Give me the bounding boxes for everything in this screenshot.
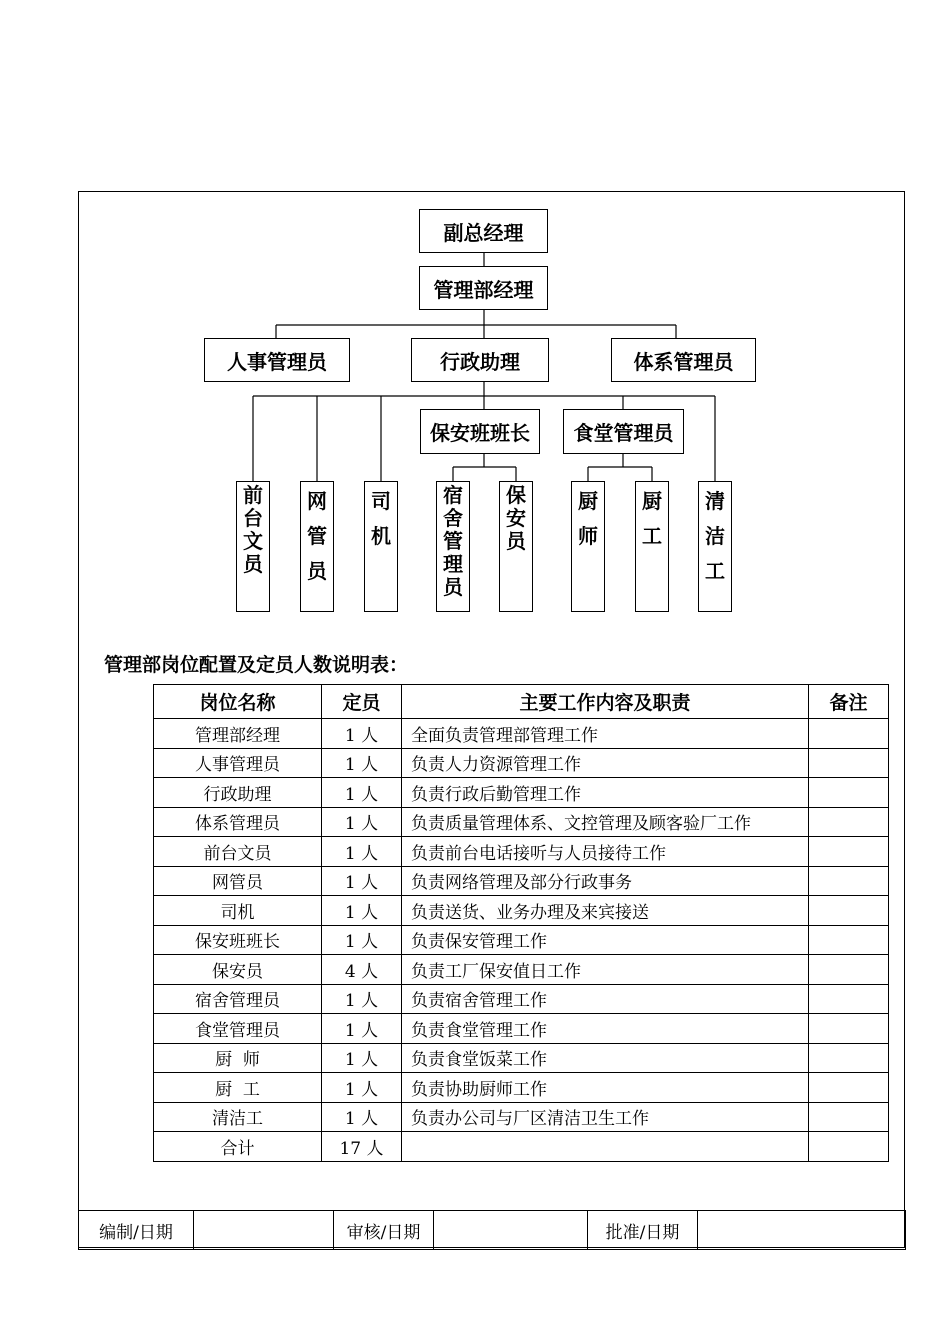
cell-duty: 负责食堂饭菜工作 bbox=[402, 1043, 809, 1073]
table-row bbox=[154, 719, 889, 749]
org-node-driver: 司机 bbox=[364, 481, 398, 612]
cell-count: 1 人 bbox=[322, 807, 402, 837]
cell-post: 食堂管理员 bbox=[154, 1014, 322, 1044]
reviewed-label: 审核/日期 bbox=[334, 1211, 434, 1250]
table-header-row bbox=[154, 685, 889, 719]
cell-count: 1 人 bbox=[322, 837, 402, 867]
cell-note bbox=[809, 925, 889, 955]
org-node-admin-assistant: 行政助理 bbox=[411, 338, 549, 382]
cell-count: 1 人 bbox=[322, 1014, 402, 1044]
cell-duty: 负责协助厨师工作 bbox=[402, 1073, 809, 1103]
section-title: 管理部岗位配置及定员人数说明表： bbox=[104, 654, 409, 676]
org-node-receptionist: 前台文员 bbox=[236, 481, 270, 612]
cell-note bbox=[809, 1014, 889, 1044]
cell-note bbox=[809, 748, 889, 778]
cell-post: 行政助理 bbox=[154, 778, 322, 808]
cell-note bbox=[809, 807, 889, 837]
org-node-hr-admin: 人事管理员 bbox=[204, 338, 350, 382]
prepared-label: 编制/日期 bbox=[79, 1211, 194, 1250]
cell-post: 管理部经理 bbox=[154, 719, 322, 749]
cell-post: 网管员 bbox=[154, 866, 322, 896]
table-row bbox=[154, 984, 889, 1014]
table-row bbox=[154, 778, 889, 808]
org-node-chef: 厨师 bbox=[571, 481, 605, 612]
cell-post: 人事管理员 bbox=[154, 748, 322, 778]
cell-post: 宿舍管理员 bbox=[154, 984, 322, 1014]
cell-note bbox=[809, 866, 889, 896]
table-row bbox=[154, 837, 889, 867]
table-row-total bbox=[154, 1132, 889, 1162]
table-row bbox=[154, 925, 889, 955]
cell-post: 保安班班长 bbox=[154, 925, 322, 955]
cell-count: 17 人 bbox=[322, 1132, 402, 1162]
signoff-table bbox=[78, 1210, 906, 1250]
table-row bbox=[154, 807, 889, 837]
cell-duty: 负责保安管理工作 bbox=[402, 925, 809, 955]
table-row bbox=[154, 1073, 889, 1103]
cell-duty: 负责网络管理及部分行政事务 bbox=[402, 866, 809, 896]
cell-count: 1 人 bbox=[322, 925, 402, 955]
cell-duty: 负责宿舍管理工作 bbox=[402, 984, 809, 1014]
cell-post: 清洁工 bbox=[154, 1102, 322, 1132]
cell-note bbox=[809, 896, 889, 926]
header-duty: 主要工作内容及职责 bbox=[402, 685, 809, 719]
org-node-dept-manager: 管理部经理 bbox=[419, 266, 548, 310]
approved-field[interactable] bbox=[698, 1211, 906, 1250]
org-node-security-leader: 保安班班长 bbox=[420, 409, 540, 454]
cell-duty: 负责人力资源管理工作 bbox=[402, 748, 809, 778]
cell-note bbox=[809, 1132, 889, 1162]
cell-count: 1 人 bbox=[322, 778, 402, 808]
cell-note bbox=[809, 955, 889, 985]
approved-label: 批准/日期 bbox=[588, 1211, 698, 1250]
org-node-kitchen-worker: 厨工 bbox=[635, 481, 669, 612]
cell-count: 1 人 bbox=[322, 1073, 402, 1103]
reviewed-field[interactable] bbox=[434, 1211, 588, 1250]
cell-note bbox=[809, 719, 889, 749]
org-chart-connectors bbox=[0, 0, 950, 660]
cell-duty: 负责行政后勤管理工作 bbox=[402, 778, 809, 808]
cell-post: 合计 bbox=[154, 1132, 322, 1162]
cell-count: 1 人 bbox=[322, 984, 402, 1014]
header-count: 定员 bbox=[322, 685, 402, 719]
staffing-table bbox=[153, 684, 889, 1162]
cell-note bbox=[809, 1102, 889, 1132]
org-node-security-guard: 保安员 bbox=[499, 481, 533, 612]
cell-count: 1 人 bbox=[322, 866, 402, 896]
cell-post: 体系管理员 bbox=[154, 807, 322, 837]
org-node-cleaner: 清洁工 bbox=[698, 481, 732, 612]
cell-count: 1 人 bbox=[322, 719, 402, 749]
org-node-deputy-gm: 副总经理 bbox=[419, 209, 548, 253]
cell-count: 1 人 bbox=[322, 896, 402, 926]
header-note: 备注 bbox=[809, 685, 889, 719]
cell-post: 保安员 bbox=[154, 955, 322, 985]
cell-count: 1 人 bbox=[322, 748, 402, 778]
table-row bbox=[154, 748, 889, 778]
header-post: 岗位名称 bbox=[154, 685, 322, 719]
org-node-system-admin: 体系管理员 bbox=[611, 338, 756, 382]
cell-note bbox=[809, 778, 889, 808]
cell-duty: 负责工厂保安值日工作 bbox=[402, 955, 809, 985]
cell-post: 厨 工 bbox=[154, 1073, 322, 1103]
cell-post: 司机 bbox=[154, 896, 322, 926]
org-node-dorm-admin: 宿舍管理员 bbox=[436, 481, 470, 612]
cell-note bbox=[809, 984, 889, 1014]
org-node-network-admin: 网管员 bbox=[300, 481, 334, 612]
cell-count: 1 人 bbox=[322, 1043, 402, 1073]
table-row bbox=[154, 1014, 889, 1044]
cell-note bbox=[809, 837, 889, 867]
cell-duty bbox=[402, 1132, 809, 1162]
cell-duty: 负责送货、业务办理及来宾接送 bbox=[402, 896, 809, 926]
cell-note bbox=[809, 1073, 889, 1103]
table-row bbox=[154, 955, 889, 985]
cell-duty: 负责食堂管理工作 bbox=[402, 1014, 809, 1044]
cell-duty: 负责办公司与厂区清洁卫生工作 bbox=[402, 1102, 809, 1132]
cell-duty: 负责前台电话接听与人员接待工作 bbox=[402, 837, 809, 867]
org-node-canteen-admin: 食堂管理员 bbox=[563, 409, 684, 454]
cell-post: 厨 师 bbox=[154, 1043, 322, 1073]
table-row bbox=[154, 1043, 889, 1073]
signoff-row bbox=[79, 1211, 906, 1250]
cell-duty: 负责质量管理体系、文控管理及顾客验厂工作 bbox=[402, 807, 809, 837]
cell-duty: 全面负责管理部管理工作 bbox=[402, 719, 809, 749]
table-row bbox=[154, 896, 889, 926]
table-row bbox=[154, 1102, 889, 1132]
table-row bbox=[154, 866, 889, 896]
cell-count: 1 人 bbox=[322, 1102, 402, 1132]
cell-count: 4 人 bbox=[322, 955, 402, 985]
cell-post: 前台文员 bbox=[154, 837, 322, 867]
prepared-field[interactable] bbox=[194, 1211, 334, 1250]
cell-note bbox=[809, 1043, 889, 1073]
